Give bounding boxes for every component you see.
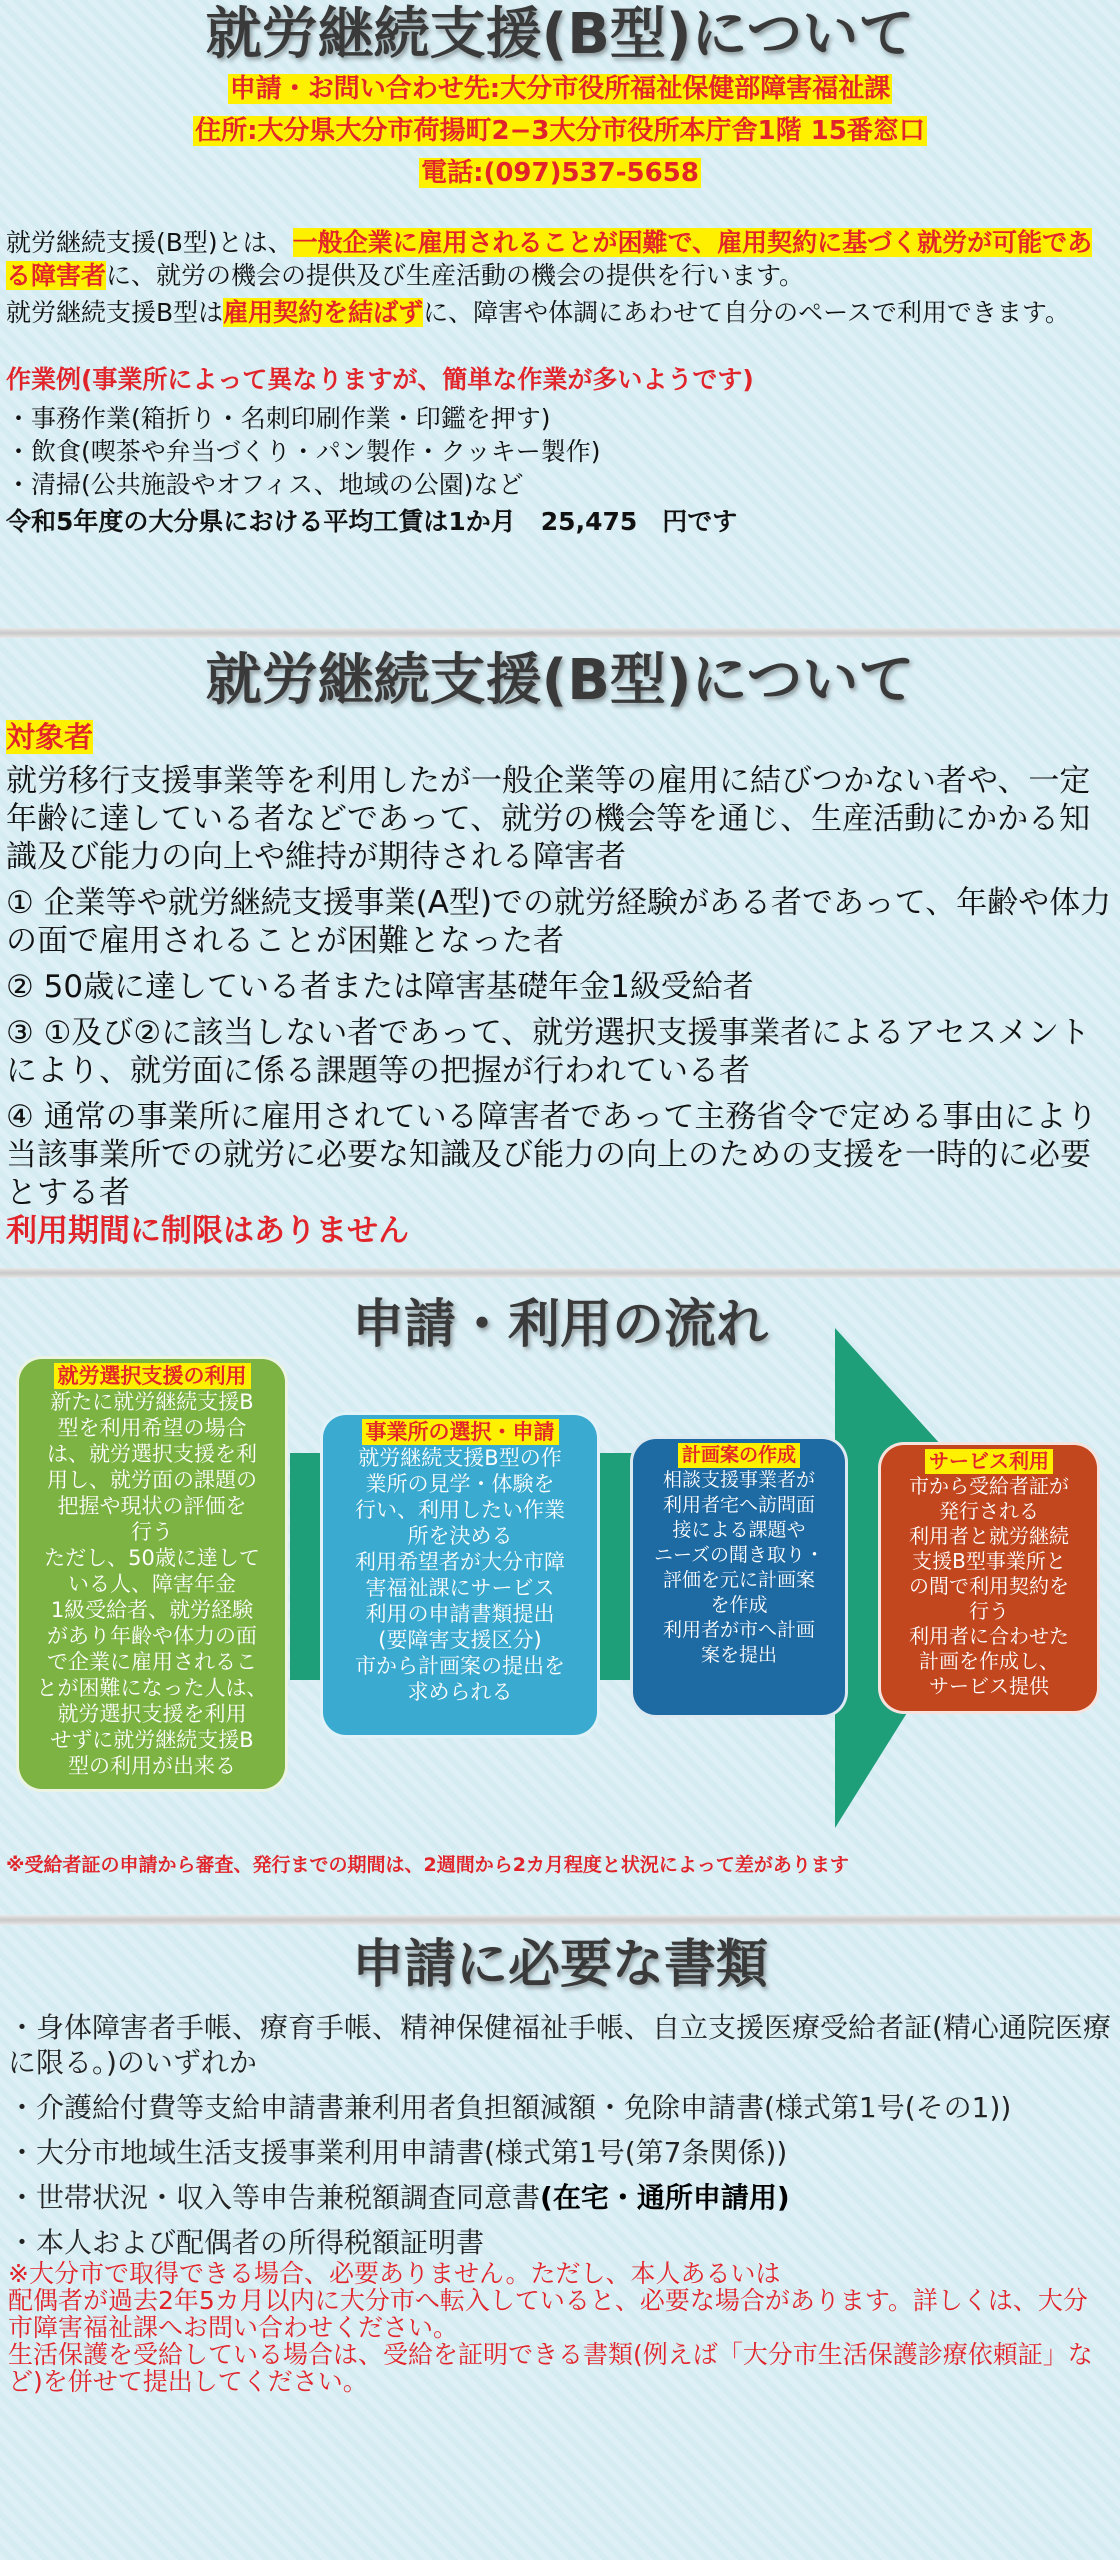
- definition-text: 就労継続支援(B型)とは、一般企業に雇用されることが困難で、雇用契約に基づく就労が可能である障害者に、就労の機会の提供及び生産活動の機会の提供を行います。: [6, 228, 1093, 290]
- contact-phone: 電話:(097)537-5658: [421, 158, 699, 188]
- note-line: 生活保護を受給している場合は、受給を証明できる書類(例えば「大分市生活保護診療依頼証」など)を併せて提出してください。: [8, 2340, 1093, 2396]
- flow-section: [0, 1280, 1120, 1915]
- contact-office: 申請・お問い合わせ先:大分市役所福祉保健部障害福祉課: [229, 74, 891, 104]
- list-item: ・事務作業(箱折り・名刺印刷作業・印鑑を押す): [6, 404, 551, 433]
- no-contract-text: 就労継続支援B型は雇用契約を結ばずに、障害や体調にあわせて自分のペースで利用できます。: [6, 298, 1070, 327]
- contact-info: [0, 68, 1120, 194]
- processing-time-note: ※受給者証の申請から審査、発行までの期間は、2週間から2カ月程度と状況によって差があります: [6, 1854, 849, 1876]
- document-item: ・介護給付費等支給申請書兼利用者負担額減額・免除申請書(様式第1号(その1)): [8, 2091, 1012, 2124]
- document-item: ・大分市地域生活支援事業利用申請書(様式第1号(第7条関係)): [8, 2136, 788, 2169]
- section1-title: 就労継続支援(B型)について: [205, 2, 915, 67]
- flow-step-plan-creation: [630, 1436, 848, 1718]
- section4-title: 申請に必要な書類: [351, 1935, 768, 1995]
- flow-step-text: 市から受給者証が 発行される 利用者と就労継続 支援B型事業所と の間で利用契約を 行う 利用者に合わせた 計画を作成し、 サービス提供: [909, 1474, 1069, 1698]
- flow-step-text: 新たに就労継続支援B 型を利用希望の場合 は、就労選択支援を利 用し、就労面の課題の 把握や現状の評価を 行う ただし、50歳に達して いる人、障害年金 1級受給者、就労経験 があり年齢や体力の面 で企業に雇用されるこ とが困難になった人は、 就労選択支援を利用 せずに就労継続支援B 型の利用が出来る: [36, 1390, 268, 1778]
- note-line: ※大分市で取得できる場合、必要ありません。ただし、本人あるいは: [8, 2259, 781, 2288]
- overview-body: [0, 226, 1120, 538]
- documents-section: [0, 1926, 1120, 2560]
- usage-period-note: 利用期間に制限はありません: [6, 1213, 409, 1249]
- flow-step-heading: 就労選択支援の利用: [54, 1363, 251, 1389]
- section2-title: 就労継続支援(B型)について: [205, 648, 915, 713]
- note-line: 配偶者が過去2年5カ月以内に大分市へ転入していると、必要な場合があります。詳しくは、大分市障害福祉課へお問い合わせください。: [8, 2286, 1088, 2342]
- no-contract-highlight: 雇用契約を結ばず: [223, 298, 424, 327]
- work-examples-heading: 作業例(事業所によって異なりますが、簡単な作業が多いようです): [6, 365, 754, 394]
- document-item-emphasis: (在宅・通所申請用): [540, 2181, 790, 2214]
- section-divider: [0, 628, 1120, 638]
- document-item: ・世帯状況・収入等申告兼税額調査同意書(在宅・通所申請用): [8, 2181, 790, 2214]
- eligibility-body: [0, 718, 1120, 1250]
- flow-step-text: 相談支援事業者が 利用者宅へ訪問面 接による課題や ニーズの聞き取り・ 評価を元に計画案 を作成 利用者が市へ計画 案を提出: [653, 1469, 825, 1666]
- document-item: ・身体障害者手帳、療育手帳、精神保健福祉手帳、自立支援医療受給者証(精心通院医療に限る。)のいずれか: [8, 2011, 1111, 2079]
- eligibility-item-3: ③ ①及び②に該当しない者であって、就労選択支援事業者によるアセスメントにより、就労面に係る課題等の把握が行われている者: [6, 1015, 1090, 1089]
- flow-step-selection-support: [16, 1356, 288, 1792]
- definition-highlight: 一般企業に雇用されることが困難で、雇用契約に基づく就労が可能である障害者: [6, 228, 1093, 290]
- documents-notes: [0, 2260, 1120, 2395]
- required-documents-list: [0, 2010, 1120, 2260]
- section-divider: [0, 1268, 1120, 1278]
- target-label: 対象者: [6, 720, 94, 754]
- section3-title: 申請・利用の流れ: [351, 1295, 768, 1355]
- list-item: ・飲食(喫茶や弁当づくり・パン製作・クッキー製作): [6, 437, 601, 466]
- list-item: ・清掃(公共施設やオフィス、地域の公園)など: [6, 470, 524, 499]
- flow-step-text: 就労継続支援B型の作 業所の見学・体験を 行い、利用したい作業 所を決める 利用希望者が大分市障 害福祉課にサービス 利用の申請書類提出 (要障害支援区分) 市から計画案の提出を 求められる: [355, 1446, 565, 1704]
- flow-step-heading: 計画案の作成: [678, 1443, 800, 1468]
- contact-address: 住所:大分県大分市荷揚町2−3大分市役所本庁舎1階 15番窓口: [195, 116, 925, 146]
- flow-step-heading: 事業所の選択・申請: [362, 1419, 559, 1445]
- eligibility-intro: 就労移行支援事業等を利用したが一般企業等の雇用に結びつかない者や、一定年齢に達している者などであって、就労の機会等を通じ、生産活動にかかる知識及び能力の向上や維持が期待される障害者: [6, 763, 1091, 875]
- flow-step-office-application: [320, 1412, 600, 1738]
- flow-step-heading: サービス利用: [925, 1449, 1053, 1474]
- document-item: ・本人および配偶者の所得税額証明書: [8, 2226, 485, 2259]
- section-divider: [0, 1915, 1120, 1925]
- flow-step-service-use: [878, 1442, 1100, 1714]
- work-examples-list: [6, 402, 1114, 501]
- eligibility-item-1: ① 企業等や就労継続支援事業(A型)での就労経験がある者であって、年齢や体力の面で雇用されることが困難となった者: [6, 885, 1112, 959]
- eligibility-item-2: ② 50歳に達している者または障害基礎年金1級受給者: [6, 969, 754, 1005]
- eligibility-item-4: ④ 通常の事業所に雇用されている障害者であって主務省令で定める事由により当該事業所での就労に必要な知識及び能力の向上のための支援を一時的に必要とする者: [6, 1099, 1098, 1211]
- average-wage: 令和5年度の大分県における平均工賃は1か月 25,475 円です: [6, 507, 738, 536]
- overview-section: [0, 0, 1120, 628]
- eligibility-section: [0, 640, 1120, 1268]
